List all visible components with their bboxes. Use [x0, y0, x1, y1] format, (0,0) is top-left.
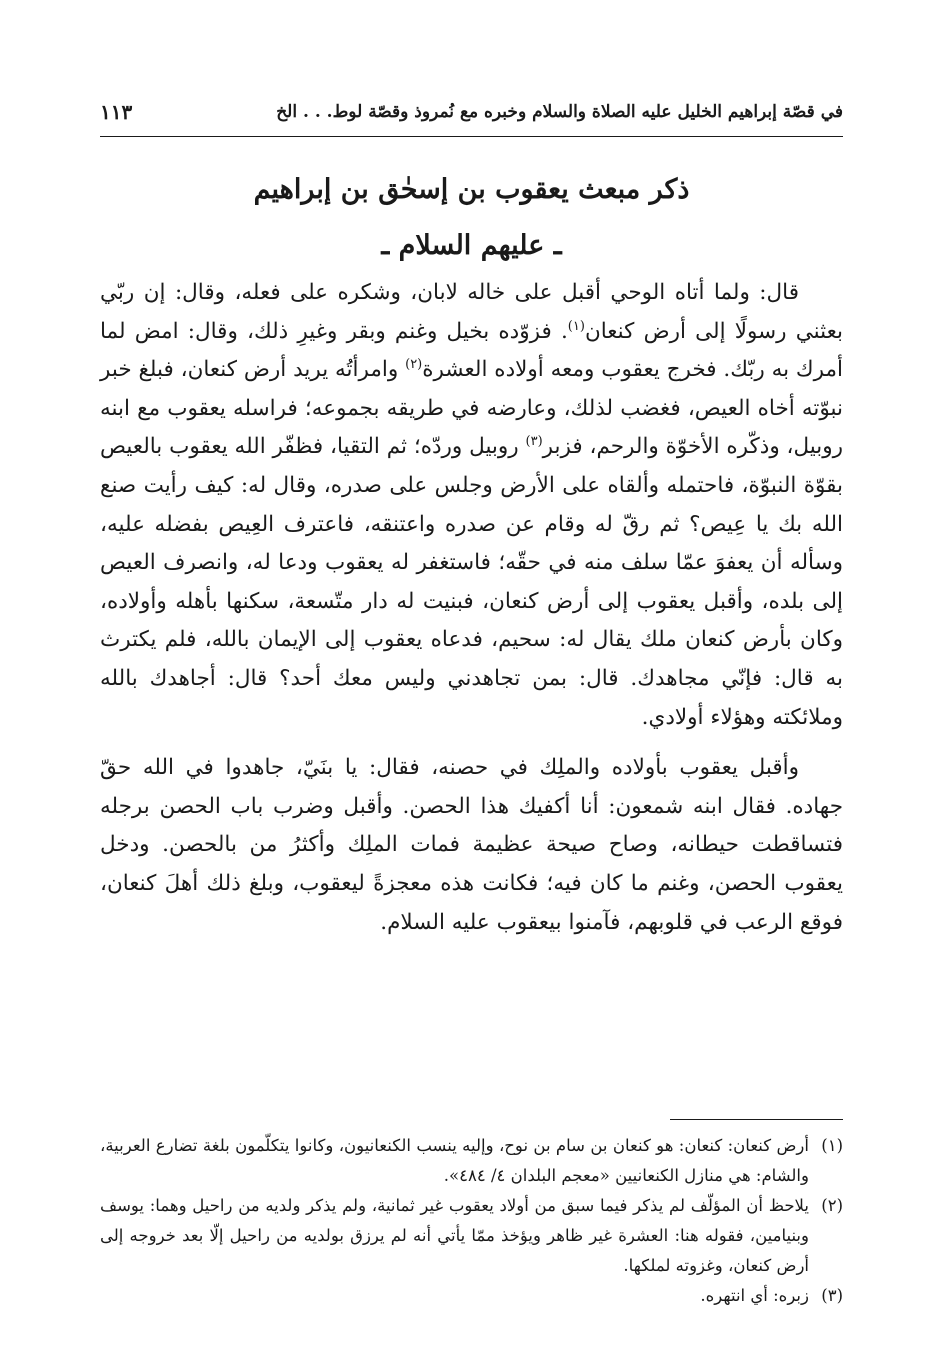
footnote-3 [100, 1281, 843, 1311]
footnotes [100, 1131, 843, 1311]
paragraph-1-part-b: . فزوّده بخيل وغنم وبقر وغيرِ ذلك، وقال: امض لما أمرك به ربّك. فخرج يعقوب ومعه أولاده العشرة [100, 318, 844, 383]
paragraph-1-part-c: وامرأتُه يريد أرض كنعان، فبلغ خبر نبوّته أخاه العيص، فغضب لذلك، وعارضه في طريقه بجموعه؛ فراسله يعقوب مع ابنه روبيل، وذكّره الأخوّة والرحم، فزبر [100, 357, 843, 460]
footnote-text: يلاحظ أن المؤلّف لم يذكر فيما سبق من أولاد يعقوب غير ثمانية، ولم يذكر ولديه من راحيل وهما: يوسف وبنيامين، فقوله هنا: العشرة غير ظاهر ويؤخذ ممّا يأتي أنه لم يرزق بولديه من راحيل إلّا بعد خروجه إلى أرض كنعان، وغزوته لملكها. [100, 1196, 809, 1275]
page-number: ١١٣ [100, 100, 133, 124]
footnote-2 [100, 1191, 843, 1281]
paragraph-2: وأقبل يعقوب بأولاده والملِك في حصنه، فقال: يا بنَيّ، جاهدوا في الله حقّ جهاده. فقال ابنه شمعون: أنا أكفيك هذا الحصن. وأقبل وضرب باب الحصن برجله فتساقطت حيطانه، وصاح صيحة عظيمة فمات الملِك وأكثرُ من بالحصن. ودخل يعقوب الحصن، وغنم ما كان فيه؛ فكانت هذه معجزةً ليعقوب، وبلغ ذلك أهلَ كنعان، فوقع الرعب في قلوبهم، فآمنوا بيعقوب عليه السلام. [100, 755, 843, 935]
footnote-text: زبره: أي انتهره. [700, 1286, 809, 1305]
footnote-1 [100, 1131, 843, 1191]
footnote-separator [670, 1119, 843, 1120]
paragraph-1-part-d: روبيل وردّه؛ ثم التقيا، فظفّر الله يعقوب بالعيص بقوّة النبوّة، فاحتمله وألقاه على الأرض وجلس على صدره، وقال له: كيف رأيت صنع الله بك يا عِيص؟ ثم رقّ له وقام عن صدره واعتنقه، فاعترف العِيص بفضله عليه، وسأله أن يعفوَ عمّا سلف منه في حقّه؛ فاستغفر له يعقوب ودعا له، وانصرف العيص إلى بلده، وأقبل يعقوب إلى أرض كنعان، فبنيت له دار متّسعة، سكنها بأهله وأولاده، وكان بأرض كنعان ملك يقال له: سحيم، فدعاه يعقوب إلى الإيمان بالله، فلم يكترث به قال: فإنّي مجاهدك. قال: بمن تجاهدني وليس معك أحد؟ قال: أجاهدك بالله وملائكته وهؤلاء أولادي. [100, 434, 843, 730]
footnote-number: (٣) [821, 1286, 843, 1305]
footnote-ref-2: (٢) [405, 357, 423, 373]
chapter-title [100, 162, 843, 274]
footnote-text: أرض كنعان: كنعان: هو كنعان بن سام بن نوح، وإليه ينسب الكنعانيون، وكانوا يتكلّمون بلغة تضارع العربية، والشام: هي منازل الكنعانيين «معجم البلدان ٤/ ٤٨٤». [100, 1136, 809, 1185]
chapter-title-line-1: ذكر مبعث يعقوب بن إسحٰق بن إبراهيم [253, 174, 690, 205]
running-header [100, 92, 843, 137]
body-text [100, 274, 843, 942]
footnote-number: (١) [821, 1136, 843, 1155]
paragraph-1 [100, 274, 843, 737]
paragraph-1-part-a: قال: ولما أتاه الوحي أقبل على خاله لابان، وشكره على فعله، وقال: إن ربّي بعثني رسولًا إلى أرض كنعان [100, 280, 843, 344]
footnote-ref-3: (٣) [525, 434, 543, 450]
footnote-number: (٢) [821, 1196, 843, 1215]
running-title: في قصّة إبراهيم الخليل عليه الصلاة والسلام وخبره مع نُمروذ وقصّة لوط. . . الخ [276, 102, 843, 122]
footnote-ref-1: (١) [567, 318, 585, 334]
chapter-title-line-2: ـ عليهم السلام ـ [381, 230, 562, 261]
